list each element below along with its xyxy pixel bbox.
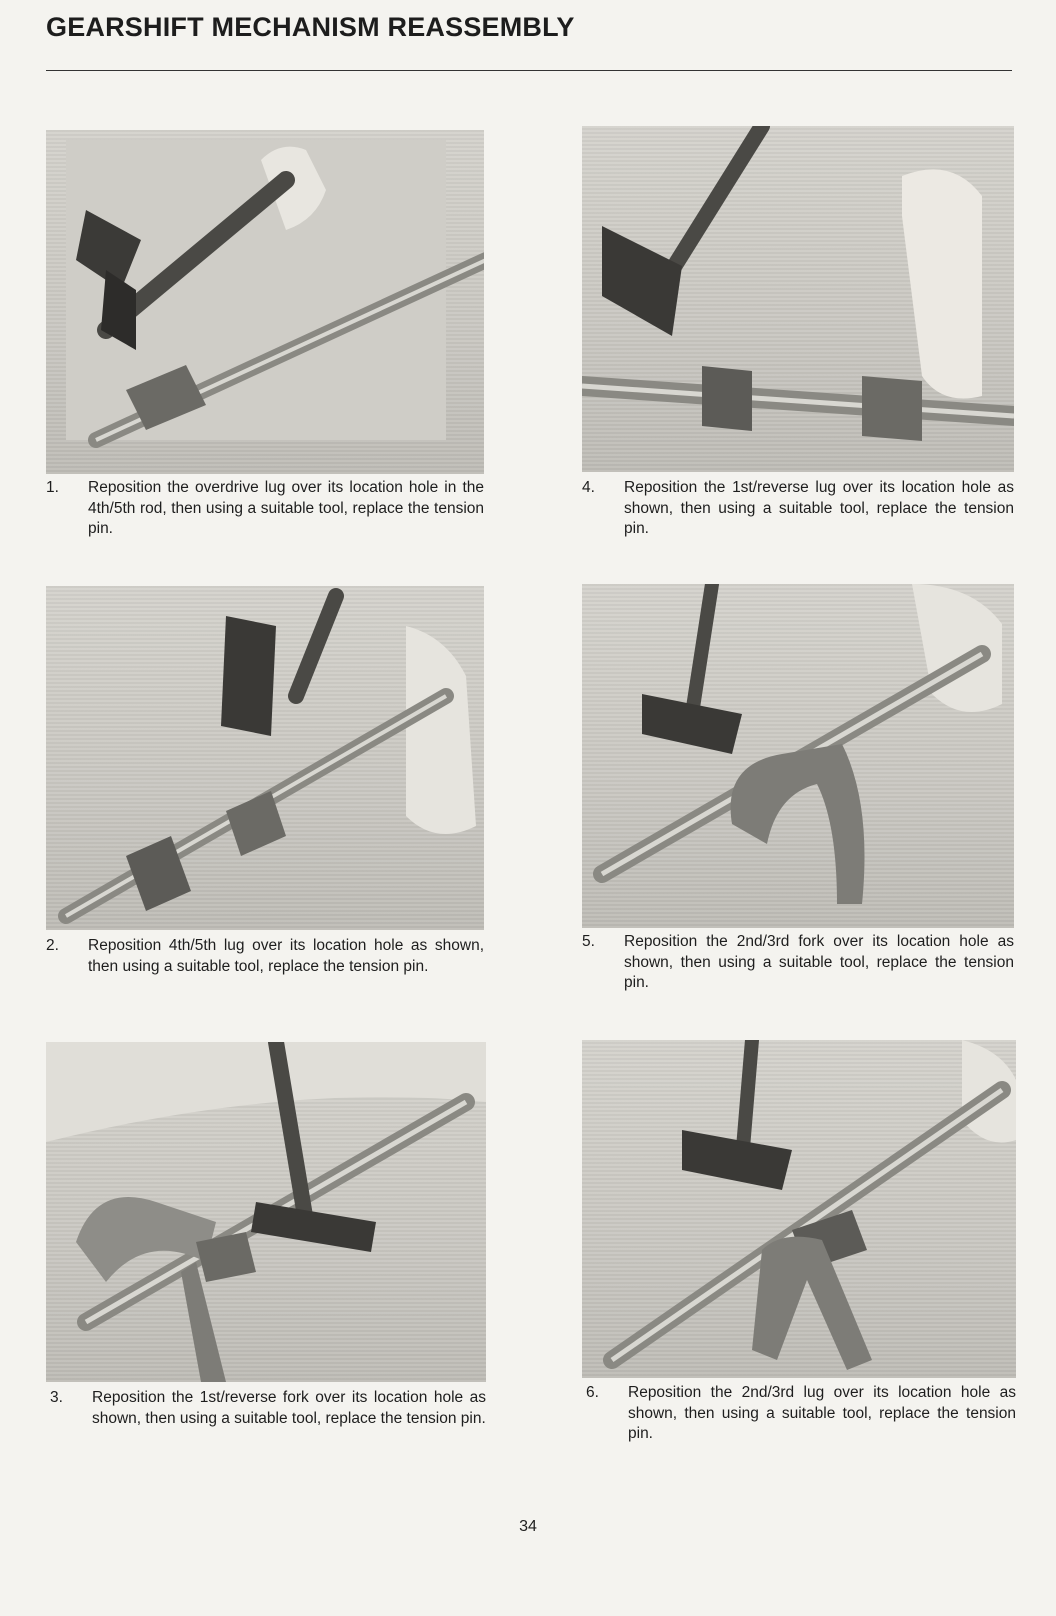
- step-1: [46, 478, 484, 540]
- step-1-number: 1.: [46, 479, 59, 496]
- step-6-text: Reposition the 2nd/3rd lug over its location hole as shown, then using a suitable tool, replace the tension pin.: [628, 1384, 1016, 1442]
- step-5-text: Reposition the 2nd/3rd fork over its location hole as shown, then using a suitable tool, replace the tension pin.: [624, 933, 1014, 991]
- step-6-number: 6.: [586, 1384, 599, 1401]
- step-4-number: 4.: [582, 479, 595, 496]
- step-6-photo: [582, 1040, 1016, 1378]
- step-2-number: 2.: [46, 937, 59, 954]
- step-5-number: 5.: [582, 933, 595, 950]
- step-3-number: 3.: [50, 1389, 63, 1406]
- step-4-photo: [582, 126, 1014, 472]
- step-3-text: Reposition the 1st/reverse fork over its location hole as shown, then using a suitable tool, replace the tension pin.: [92, 1389, 486, 1427]
- page-number: 34: [519, 1518, 537, 1535]
- step-3: [50, 1388, 486, 1429]
- page-title: GEARSHIFT MECHANISM REASSEMBLY: [46, 12, 575, 42]
- title-rule: [46, 70, 1012, 71]
- step-1-text: Reposition the overdrive lug over its location hole in the 4th/5th rod, then using a suitable tool, replace the tension pin.: [88, 479, 484, 537]
- step-4: [582, 478, 1014, 540]
- step-2: [46, 936, 484, 977]
- step-5: [582, 932, 1014, 994]
- step-4-text: Reposition the 1st/reverse lug over its location hole as shown, then using a suitable tool, replace the tension pin.: [624, 479, 1014, 537]
- step-3-photo: [46, 1042, 486, 1382]
- step-5-photo: [582, 584, 1014, 928]
- step-2-photo: [46, 586, 484, 930]
- step-6: [586, 1383, 1016, 1445]
- step-1-photo: [46, 130, 484, 474]
- step-2-text: Reposition 4th/5th lug over its location hole as shown, then using a suitable tool, replace the tension pin.: [88, 937, 484, 975]
